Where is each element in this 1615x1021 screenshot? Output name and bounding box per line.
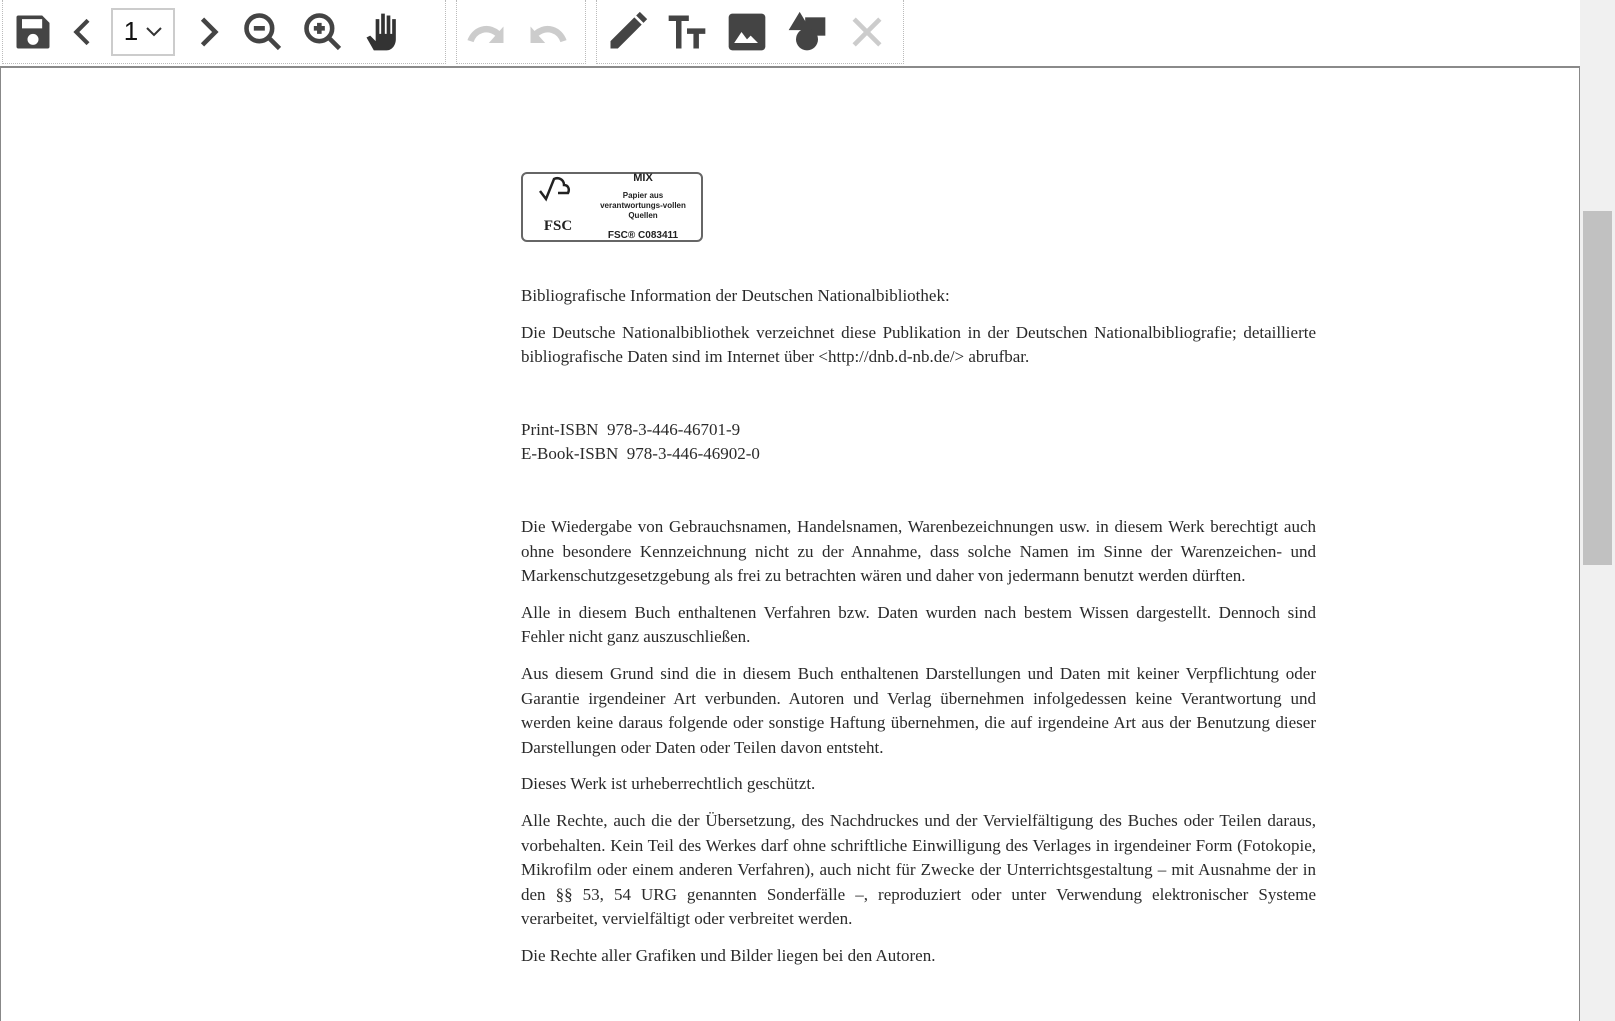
fsc-brand: FSC <box>543 218 573 234</box>
undo-button[interactable] <box>517 2 577 62</box>
zoom-in-icon <box>301 10 345 54</box>
save-icon <box>11 10 55 54</box>
paragraph-rights: Alle Rechte, auch die der Übersetzung, des Nachdruckes und der Vervielfältigung des Buches oder Teilen daraus, vorbehalten. Kein Teil des Werkes darf ohne schriftliche Einwilligung des Verlages in irgendeiner Form (Fotokopie, Mikrofilm oder einem anderen Verfahren), auch nicht für Zwecke der Unterrichtsgestaltung – mit Ausnahme der in den §§ 53, 54 URG genannten Sonderfälle –, reproduziert oder unter Verwendung elektronischer Systeme verarbeitet, vervielfältigt oder verbreitet werden. <box>521 810 1316 929</box>
annotation-group <box>596 0 904 64</box>
page-value: 1 <box>123 16 139 46</box>
save-button[interactable] <box>3 2 63 62</box>
image-icon <box>725 10 769 54</box>
paragraph-trademarks: Die Wiedergabe von Gebrauchsnamen, Handelsnamen, Warenbezeichnungen usw. in diesem Werk berechtigt auch ohne besondere Kennzeichnung nicht zu der Annahme, dass solche Namen im Sinne der Warenzeichen- und Markenschutzgesetzgebung als frei zu betrachten wären und daher von jedermann benutzt werden dürften. <box>521 516 1316 586</box>
shapes-button[interactable] <box>777 2 837 62</box>
page-select[interactable] <box>111 8 175 56</box>
fsc-code: FSC® C083411 <box>607 229 679 241</box>
fsc-mix: MIX <box>633 171 653 184</box>
next-page-button[interactable] <box>183 2 233 62</box>
pencil-icon <box>605 10 649 54</box>
fsc-tree-icon <box>527 175 589 238</box>
paragraph-liability: Aus diesem Grund sind die in diesem Buch enthaltenen Darstellungen und Daten mit keiner Verpflichtung oder Garantie irgendeiner Art verbunden. Autoren und Verlag übernehmen infolgedessen keine Verantwortung und werden keine daraus folgende oder sonstige Haftung übernehmen, die auf irgendeine Art aus der Benutzung dieser Darstellungen oder Daten oder Teilen davon entsteht. <box>521 663 1316 757</box>
pan-hand-icon <box>361 10 405 54</box>
zoom-out-icon <box>241 10 285 54</box>
redo-icon <box>465 10 509 54</box>
scrollbar-thumb[interactable] <box>1583 211 1612 565</box>
paragraph-copyright: Dieses Werk ist urheberrechtlich geschützt. <box>521 774 816 794</box>
document-page <box>521 172 1316 980</box>
chevron-down-icon <box>146 27 162 37</box>
text-button[interactable] <box>657 2 717 62</box>
history-group <box>456 0 586 64</box>
fsc-desc: Papier aus verantwortungs-vollen Quellen <box>600 190 686 220</box>
print-isbn: Print-ISBN 978-3-446-46701-9 <box>521 419 741 439</box>
paragraph-graphics: Die Rechte aller Grafiken und Bilder liegen bei den Autoren. <box>521 945 936 965</box>
navigation-group <box>2 0 446 64</box>
ebook-isbn: E-Book-ISBN 978-3-446-46902-0 <box>521 444 760 464</box>
pan-button[interactable] <box>353 2 413 62</box>
undo-icon <box>525 10 569 54</box>
document-viewer[interactable] <box>0 68 1580 1021</box>
prev-page-button[interactable] <box>63 2 103 62</box>
image-button[interactable] <box>717 2 777 62</box>
draw-button[interactable] <box>597 2 657 62</box>
text-icon <box>665 10 709 54</box>
vertical-scrollbar[interactable] <box>1580 0 1615 1021</box>
prev-page-icon <box>63 10 103 54</box>
delete-button[interactable] <box>837 2 897 62</box>
toolbar <box>0 0 1580 68</box>
biblio-heading: Bibliografische Information der Deutschen Nationalbibliothek: <box>521 286 950 305</box>
zoom-out-button[interactable] <box>233 2 293 62</box>
close-icon <box>845 10 889 54</box>
fsc-logo <box>521 172 703 242</box>
redo-button[interactable] <box>457 2 517 62</box>
zoom-in-button[interactable] <box>293 2 353 62</box>
paragraph-errors: Alle in diesem Buch enthaltenen Verfahren bzw. Daten wurden nach bestem Wissen dargestellt. Dennoch sind Fehler nicht ganz auszuschließen. <box>521 602 1316 647</box>
next-page-icon <box>186 10 230 54</box>
shapes-icon <box>785 10 829 54</box>
biblio-text: Die Deutsche Nationalbibliothek verzeichnet diese Publikation in der Deutschen Nationalbibliografie; detaillierte bibliografische Daten sind im Internet über <http://dnb.d-nb.de/> abrufbar. <box>521 322 1316 367</box>
